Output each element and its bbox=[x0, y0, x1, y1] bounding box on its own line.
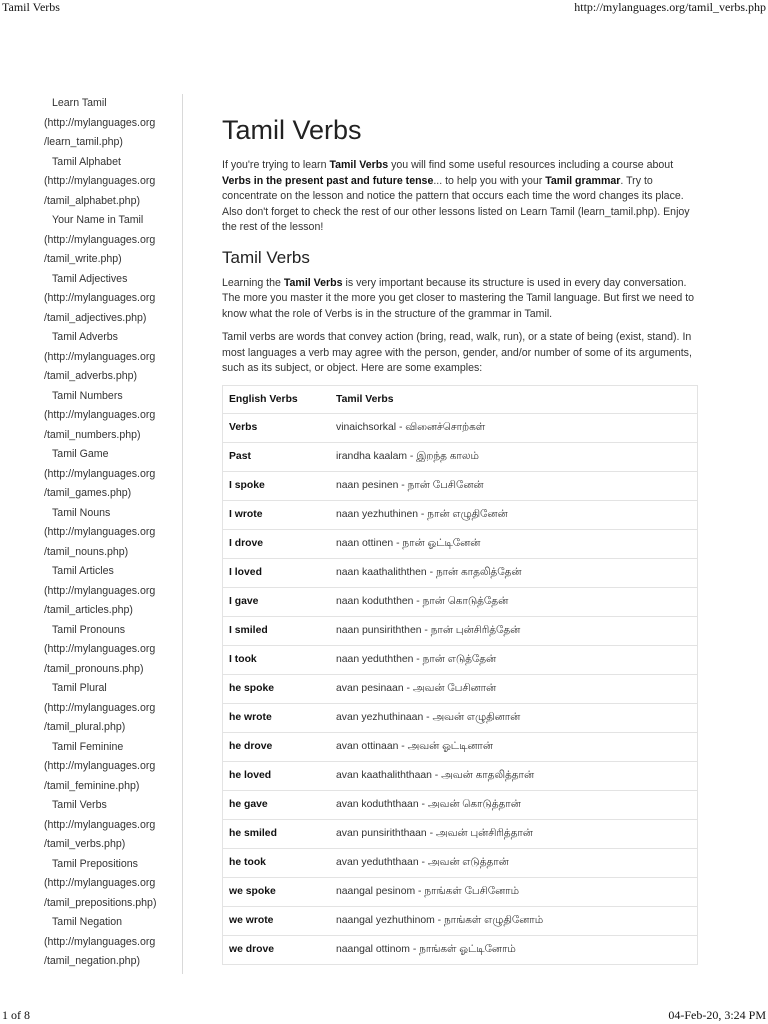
sidebar-item-label[interactable]: Tamil Articles bbox=[52, 565, 114, 577]
sidebar-item[interactable] bbox=[32, 94, 182, 153]
english-verb-cell: I gave bbox=[223, 587, 330, 616]
sidebar-item-label[interactable]: Tamil Alphabet bbox=[52, 155, 121, 168]
print-header-url: http://mylanguages.org/tamil_verbs.php bbox=[574, 0, 766, 14]
tamil-verb-cell: naan yeduththen - நான் எடுத்தேன் bbox=[330, 645, 697, 674]
sidebar-item-label[interactable]: Tamil Game bbox=[52, 448, 109, 460]
sidebar-item-url-path[interactable]: /tamil_plural.php) bbox=[44, 721, 126, 733]
sidebar-item-label[interactable]: Tamil Negation bbox=[52, 916, 123, 928]
english-verb-cell: I took bbox=[223, 645, 330, 674]
page-title: Tamil Verbs bbox=[222, 115, 362, 145]
table-row bbox=[223, 732, 697, 761]
sidebar-item[interactable] bbox=[32, 328, 182, 387]
english-verb-cell: he took bbox=[223, 848, 330, 877]
table-row bbox=[223, 442, 697, 471]
tamil-verb-cell: naan kaathaliththen - நான் காதலித்தேன் bbox=[330, 558, 697, 587]
sidebar-item-url[interactable]: (http://mylanguages.org bbox=[44, 467, 156, 480]
english-verb-cell: he smiled bbox=[223, 819, 330, 848]
intro-bold-1: Tamil Verbs bbox=[329, 159, 389, 171]
table-row bbox=[223, 790, 697, 819]
tamil-verb-cell: naan koduththen - நான் கொடுத்தேன் bbox=[330, 587, 697, 616]
tamil-verb-cell: avan koduththaan - அவன் கொடுத்தான் bbox=[330, 790, 697, 819]
sidebar-item[interactable] bbox=[32, 153, 182, 212]
sidebar-item-label[interactable]: Tamil Verbs bbox=[52, 799, 107, 811]
sidebar-item-url[interactable]: (http://mylanguages.org bbox=[44, 643, 156, 655]
tamil-verb-cell: naan pesinen - நான் பேசினேன் bbox=[330, 471, 697, 500]
sidebar-item-url-path[interactable]: /tamil_feminine.php) bbox=[44, 779, 140, 792]
table-row bbox=[223, 935, 697, 964]
table-row bbox=[223, 616, 697, 645]
print-timestamp: 04-Feb-20, 3:24 PM bbox=[668, 1008, 766, 1022]
sidebar-item-url[interactable]: (http://mylanguages.org bbox=[44, 584, 156, 597]
definition-paragraph: Tamil verbs are words that convey action (bring, read, walk, run), or a state of being (exist, stand). In most languages a verb may agree with the person, gender, and/or number of some of its arguments, such as its subject, or object. Here are some examples: bbox=[222, 331, 692, 374]
sidebar-item-url-path[interactable]: /tamil_games.php) bbox=[44, 487, 132, 499]
intro-text-1: If you're trying to learn bbox=[222, 159, 330, 171]
sidebar-item-url[interactable]: (http://mylanguages.org bbox=[44, 760, 156, 772]
sidebar-item-label[interactable]: Tamil Plural bbox=[52, 682, 107, 694]
sidebar-item-url-path[interactable]: /tamil_nouns.php) bbox=[44, 545, 129, 558]
sidebar-item-url[interactable]: (http://mylanguages.org bbox=[44, 116, 156, 129]
sidebar-nav bbox=[32, 94, 183, 974]
sidebar-item-label[interactable]: Tamil Nouns bbox=[52, 506, 111, 519]
sidebar-item-label[interactable]: Learn Tamil bbox=[52, 97, 107, 109]
intro-text-2: you will find some useful resources including a course about bbox=[388, 159, 674, 171]
sidebar-item-url-path[interactable]: /tamil_prepositions.php) bbox=[44, 896, 157, 909]
sidebar-item[interactable] bbox=[32, 738, 182, 797]
tamil-verb-cell: irandha kaalam - இறந்த காலம் bbox=[330, 442, 697, 471]
english-verb-cell: I wrote bbox=[223, 500, 330, 529]
learning-text-2: is very important because its structure is used in every day conversation. The more you master it the more you get closer to mastering the Tamil language. But first we need to know what the role of Verbs is in the structure of the grammar in Tamil. bbox=[222, 276, 695, 320]
table-row bbox=[223, 906, 697, 935]
table-row bbox=[223, 848, 697, 877]
sidebar-item-url[interactable]: (http://mylanguages.org bbox=[44, 175, 156, 187]
sidebar-item[interactable] bbox=[32, 621, 182, 680]
sidebar-item-url-path[interactable]: /tamil_adverbs.php) bbox=[44, 370, 138, 382]
sidebar-item[interactable] bbox=[32, 445, 182, 504]
tamil-verb-cell: avan ottinaan - அவன் ஓட்டினான் bbox=[330, 732, 697, 761]
page-count: 1 of 8 bbox=[2, 1008, 30, 1022]
sidebar-item-label[interactable]: Your Name in Tamil bbox=[52, 214, 144, 226]
table-row bbox=[223, 529, 697, 558]
sidebar-item-label[interactable]: Tamil Adjectives bbox=[52, 272, 128, 285]
tamil-verb-cell: avan punsiriththaan - அவன் புன்சிரித்தான் bbox=[330, 819, 697, 848]
sidebar-item[interactable] bbox=[32, 387, 182, 446]
sidebar-item[interactable] bbox=[32, 796, 182, 855]
english-verb-cell: we drove bbox=[223, 935, 330, 964]
sidebar-item[interactable] bbox=[32, 679, 182, 738]
table-row bbox=[223, 413, 697, 442]
english-verb-cell: we spoke bbox=[223, 877, 330, 906]
table-header-row bbox=[223, 385, 697, 413]
sidebar-item-url[interactable]: (http://mylanguages.org bbox=[44, 818, 156, 831]
print-header bbox=[0, 0, 768, 16]
print-footer bbox=[0, 1008, 768, 1024]
tamil-verb-cell: naan ottinen - நான் ஓட்டினேன் bbox=[330, 529, 697, 558]
sidebar-item-label[interactable]: Tamil Feminine bbox=[52, 740, 124, 753]
english-verb-cell: he drove bbox=[223, 732, 330, 761]
tamil-verb-cell: avan yeduththaan - அவன் எடுத்தான் bbox=[330, 848, 697, 877]
sidebar-item-url[interactable]: (http://mylanguages.org bbox=[44, 877, 156, 889]
sidebar-item-url[interactable]: (http://mylanguages.org bbox=[44, 935, 156, 948]
sidebar-item-url[interactable]: (http://mylanguages.org bbox=[44, 701, 156, 714]
print-header-title: Tamil Verbs bbox=[2, 0, 60, 14]
sidebar-item-label[interactable]: Tamil Numbers bbox=[52, 389, 123, 402]
tamil-verb-cell: avan kaathaliththaan - அவன் காதலித்தான் bbox=[330, 761, 697, 790]
sidebar-item-url-path[interactable]: /tamil_articles.php) bbox=[44, 604, 133, 616]
sidebar-item-url-path[interactable]: /tamil_alphabet.php) bbox=[44, 194, 140, 207]
sidebar-item-url-path[interactable]: /tamil_adjectives.php) bbox=[44, 311, 147, 324]
english-verb-cell: I drove bbox=[223, 529, 330, 558]
sidebar-item-url-path[interactable]: /tamil_verbs.php) bbox=[44, 838, 126, 850]
english-verb-cell: he wrote bbox=[223, 703, 330, 732]
table-row bbox=[223, 500, 697, 529]
intro-paragraph bbox=[222, 158, 696, 236]
english-verb-cell: we wrote bbox=[223, 906, 330, 935]
learning-bold-1: Tamil Verbs bbox=[283, 276, 343, 289]
tamil-verb-cell: avan pesinaan - அவன் பேசினான் bbox=[330, 674, 697, 703]
sidebar-item-url[interactable]: (http://mylanguages.org bbox=[44, 350, 156, 363]
english-verb-cell: he spoke bbox=[223, 674, 330, 703]
english-verb-cell: I loved bbox=[223, 558, 330, 587]
tamil-verb-cell: avan yezhuthinaan - அவன் எழுதினான் bbox=[330, 703, 697, 732]
intro-text-3: ... to help you with your bbox=[433, 174, 546, 187]
sidebar-item[interactable] bbox=[32, 270, 182, 329]
sidebar-item-url[interactable]: (http://mylanguages.org bbox=[44, 526, 156, 538]
sidebar-item-url[interactable]: (http://mylanguages.org bbox=[44, 292, 156, 304]
sidebar-item-url[interactable]: (http://mylanguages.org bbox=[44, 409, 156, 421]
sidebar-item-url[interactable]: (http://mylanguages.org bbox=[44, 233, 156, 246]
english-verb-cell: I smiled bbox=[223, 616, 330, 645]
sidebar-item-label[interactable]: Tamil Pronouns bbox=[52, 623, 126, 636]
sidebar-item-url-path[interactable]: /tamil_pronouns.php) bbox=[44, 662, 144, 675]
column-header-english: English Verbs bbox=[223, 385, 330, 413]
table-row bbox=[223, 645, 697, 674]
verbs-table bbox=[223, 385, 697, 964]
english-verb-cell: he gave bbox=[223, 790, 330, 819]
intro-bold-3: Tamil grammar bbox=[545, 174, 621, 187]
main-content bbox=[222, 112, 696, 965]
tamil-verb-cell: naan yezhuthinen - நான் எழுதினேன் bbox=[330, 500, 697, 529]
english-verb-cell: Past bbox=[223, 442, 330, 471]
table-row bbox=[223, 471, 697, 500]
tamil-verb-cell: naangal yezhuthinom - நாங்கள் எழுதினோம் bbox=[330, 906, 697, 935]
sidebar-item-label[interactable]: Tamil Adverbs bbox=[52, 331, 118, 343]
verbs-table-container bbox=[222, 385, 698, 965]
english-verb-cell: Verbs bbox=[223, 413, 330, 442]
tamil-verb-cell: naangal ottinom - நாங்கள் ஓட்டினோம் bbox=[330, 935, 697, 964]
learning-paragraph bbox=[222, 276, 696, 323]
sidebar-item-url-path[interactable]: /learn_tamil.php) bbox=[44, 136, 123, 148]
sidebar-item[interactable] bbox=[32, 913, 182, 972]
column-header-tamil: Tamil Verbs bbox=[330, 385, 697, 413]
section-subtitle: Tamil Verbs bbox=[222, 247, 310, 267]
tamil-verb-cell: naan punsiriththen - நான் புன்சிரித்தேன் bbox=[330, 616, 697, 645]
table-row bbox=[223, 877, 697, 906]
table-row bbox=[223, 558, 697, 587]
table-row bbox=[223, 819, 697, 848]
english-verb-cell: I spoke bbox=[223, 471, 330, 500]
sidebar-item[interactable] bbox=[32, 855, 182, 914]
learning-text-1: Learning the bbox=[222, 276, 284, 289]
sidebar-item[interactable] bbox=[32, 562, 182, 621]
sidebar-item-url-path[interactable]: /tamil_write.php) bbox=[44, 253, 122, 265]
table-row bbox=[223, 674, 697, 703]
intro-text-4: . Try to concentrate on the lesson and notice the pattern that occurs each time the word changes its place. Also don't forget to check the rest of our other lessons listed on Learn Tamil (learn_tamil.php). Enjoy the rest of the lesson! bbox=[222, 174, 690, 233]
sidebar-item-url-path[interactable]: /tamil_negation.php) bbox=[44, 955, 140, 967]
sidebar-item[interactable] bbox=[32, 504, 182, 563]
table-row bbox=[223, 587, 697, 616]
table-row bbox=[223, 703, 697, 732]
sidebar-item-label[interactable]: Tamil Prepositions bbox=[52, 857, 138, 870]
tamil-verb-cell: vinaichsorkal - வினைச்சொற்கள் bbox=[330, 413, 697, 442]
sidebar-item-url-path[interactable]: /tamil_numbers.php) bbox=[44, 428, 141, 441]
intro-bold-2: Verbs in the present past and future tense bbox=[222, 174, 434, 187]
english-verb-cell: he loved bbox=[223, 761, 330, 790]
sidebar-item[interactable] bbox=[32, 211, 182, 270]
table-row bbox=[223, 761, 697, 790]
tamil-verb-cell: naangal pesinom - நாங்கள் பேசினோம் bbox=[330, 877, 697, 906]
